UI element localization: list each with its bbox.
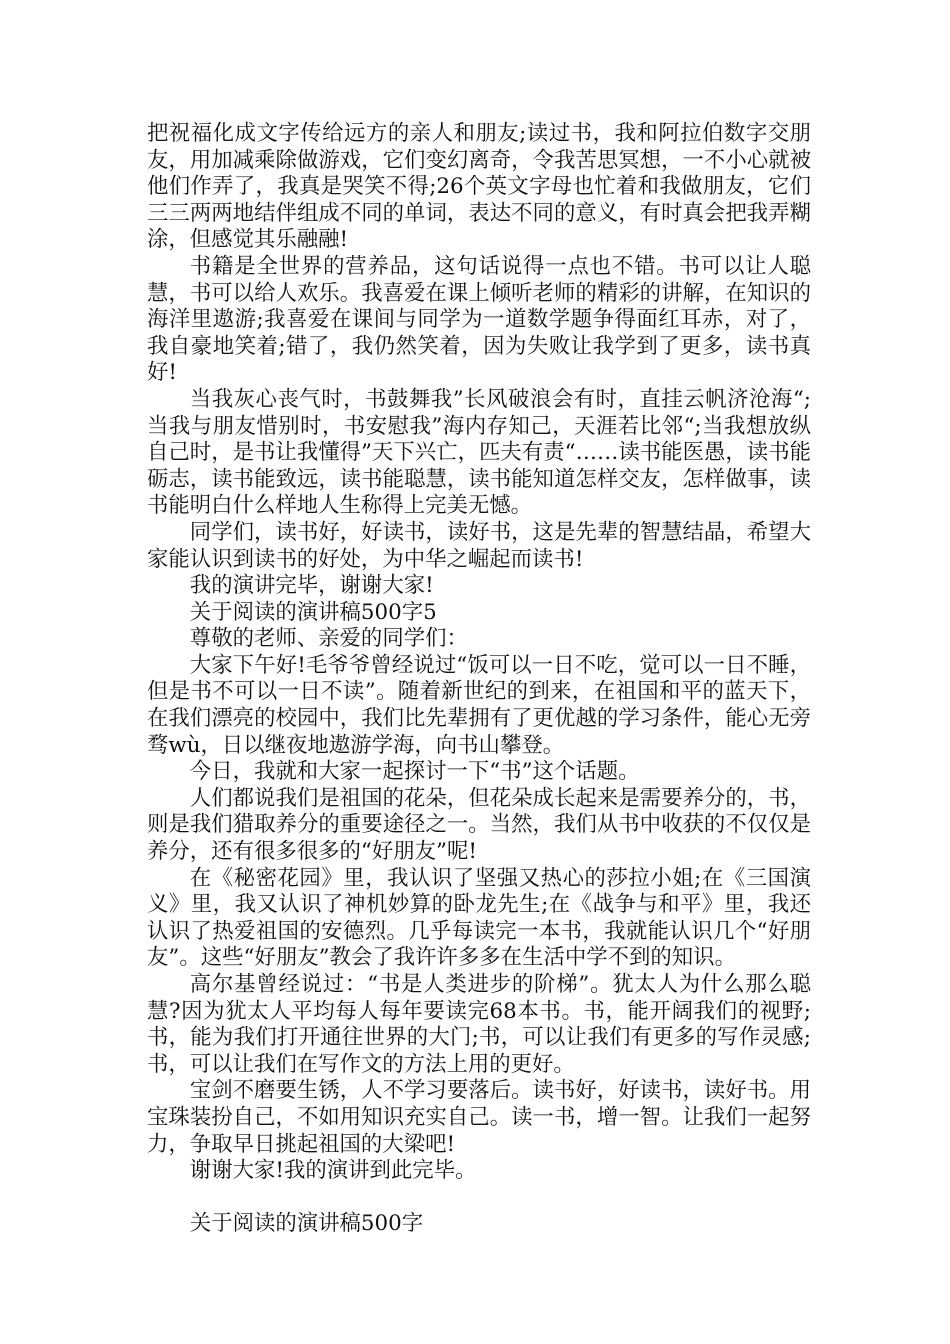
paragraph: 人们都说我们是祖国的花朵，但花朵成长起来是需要养分的，书，则是我们猎取养分的重要途径之一。当然，我们从书中收获的不仅仅是养分，还有很多很多的“好朋友”呢! bbox=[147, 785, 811, 865]
paragraph: 在《秘密花园》里，我认识了坚强又热心的莎拉小姐;在《三国演义》里，我又认识了神机妙算的卧龙先生;在《战争与和平》里，我还认识了热爱祖国的安德烈。几乎每读完一本书，我就能认识几个“好朋友”。这些“好朋友”教会了我许许多多在生活中学不到的知识。 bbox=[147, 865, 811, 971]
paragraph: 书籍是全世界的营养品，这句话说得一点也不错。书可以让人聪慧，书可以给人欢乐。我喜爱在课上倾听老师的精彩的讲解，在知识的海洋里遨游;我喜爱在课间与同学为一道数学题争得面红耳赤，对了，我自豪地笑着;错了，我仍然笑着，因为失败让我学到了更多，读书真好! bbox=[147, 253, 811, 386]
paragraph: 把祝福化成文字传给远方的亲人和朋友;读过书，我和阿拉伯数字交朋友，用加减乘除做游戏，它们变幻离奇，令我苦思冥想，一不小心就被他们作弄了，我真是哭笑不得;26个英文字母也忙着和我做朋友，它们三三两两地结伴组成不同的单词，表达不同的意义，有时真会把我弄糊涂，但感觉其乐融融! bbox=[147, 121, 811, 253]
section-heading: 关于阅读的演讲稿500字5 bbox=[189, 599, 437, 625]
paragraph: 同学们，读书好，好读书，读好书，这是先辈的智慧结晶，希望大家能认识到读书的好处，为中华之崛起而读书! bbox=[147, 519, 811, 572]
section-heading: 关于阅读的演讲稿500字 bbox=[189, 1211, 424, 1237]
paragraph: 大家下午好!毛爷爷曾经说过“饭可以一日不吃，觉可以一日不睡，但是书不可以一日不读”。随着新世纪的到来，在祖国和平的蓝天下，在我们漂亮的校园中，我们比先辈拥有了更优越的学习条件，能心无旁骛wù，日以继夜地遨游学海，向书山攀登。 bbox=[147, 652, 811, 758]
paragraph: 高尔基曾经说过：“书是人类进步的阶梯”。犹太人为什么那么聪慧?因为犹太人平均每人每年要读完68本书。书，能开阔我们的视野;书，能为我们打开通往世界的大门;书，可以让我们有更多的写作灵感;书，可以让我们在写作文的方法上用的更好。 bbox=[147, 972, 811, 1077]
closing: 谢谢大家!我的演讲到此完毕。 bbox=[189, 1158, 477, 1184]
paragraph: 当我灰心丧气时，书鼓舞我”长风破浪会有时，直挂云帆济沧海“;当我与朋友惜别时，书安慰我”海内存知己，天涯若比邻“;当我想放纵自己时，是书让我懂得”天下兴亡，匹夫有责“……读书能医愚，读书能砺志，读书能致远，读书能聪慧，读书能知道怎样交友，怎样做事，读书能明白什么样地人生称得上完美无憾。 bbox=[147, 386, 811, 519]
document-body bbox=[147, 121, 811, 1238]
paragraph: 我的演讲完毕，谢谢大家! bbox=[189, 573, 434, 599]
paragraph: 宝剑不磨要生锈，人不学习要落后。读书好，好读书，读好书。用宝珠装扮自己，不如用知识充实自己。读一书，增一智。让我们一起努力，争取早日挑起祖国的大梁吧! bbox=[147, 1078, 811, 1157]
blank-line bbox=[147, 1185, 811, 1212]
salutation: 尊敬的老师、亲爱的同学们： bbox=[189, 626, 468, 652]
paragraph: 今日，我就和大家一起探讨一下“书”这个话题。 bbox=[189, 759, 640, 785]
